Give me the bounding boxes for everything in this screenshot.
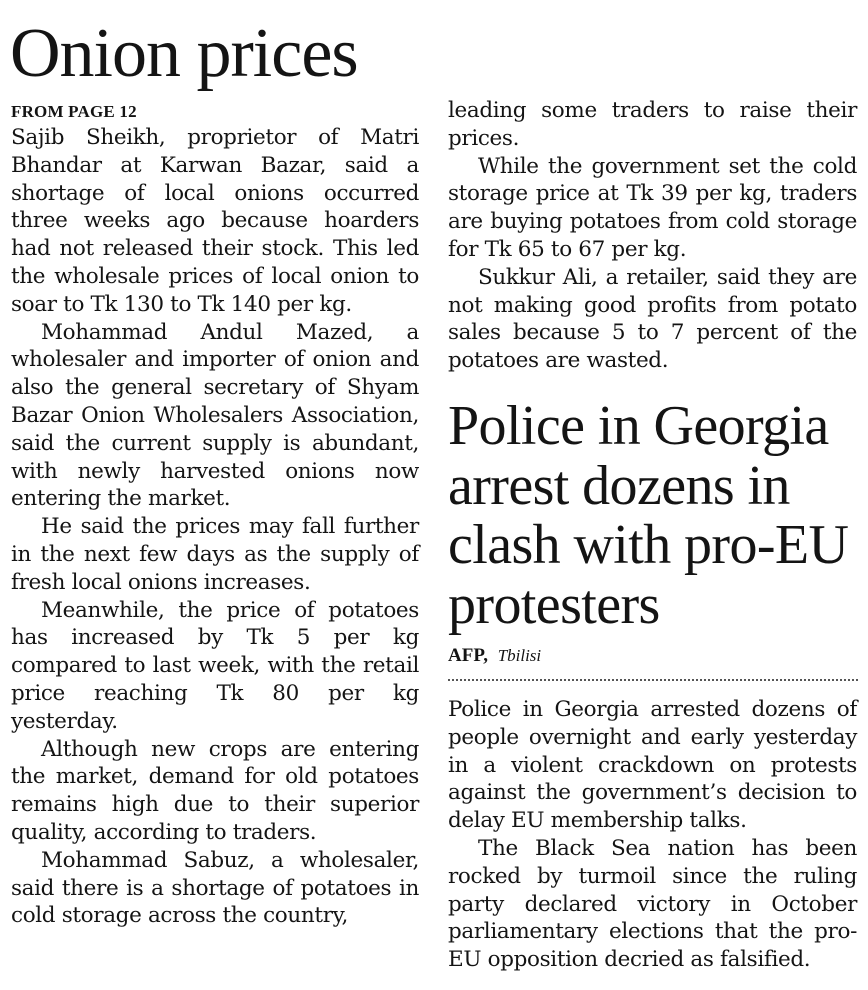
onion-paragraph: He said the prices may fall further in the next few days as the supply of fresh local onions increases.: [11, 514, 419, 595]
georgia-headline: Police in Georgia arrest dozens in clash with pro-EU protesters: [448, 395, 849, 636]
onion-prices-headline: Onion prices: [10, 15, 358, 92]
jump-label: FROM PAGE 12: [11, 102, 137, 121]
georgia-paragraph: Police in Georgia arrested dozens of people overnight and early yesterday in a violent crackdown on protests against the government’s decision to delay EU membership talks.: [448, 697, 857, 834]
byline: [448, 645, 541, 667]
dotted-divider: [448, 679, 858, 681]
onion-paragraph-continued: leading some traders to raise their prices.: [448, 98, 857, 151]
onion-paragraph: Sajib Sheikh, proprietor of Matri Bhandar at Karwan Bazar, said a shortage of local onions occurred three weeks ago because hoarders had not released their stock. This led the wholesale prices of local onion to soar to Tk 130 to Tk 140 per kg.: [11, 125, 419, 317]
georgia-paragraph: The Black Sea nation has been rocked by turmoil since the ruling party declared victory in October parliamentary elections that the pro-EU opposition decried as falsified.: [448, 835, 857, 973]
byline-agency: AFP,: [448, 645, 488, 666]
byline-location: Tbilisi: [497, 646, 542, 665]
onion-paragraph: Mohammad Andul Mazed, a wholesaler and importer of onion and also the general secretary of Shyam Bazar Onion Wholesalers Association, said the current supply is abundant, with newly harvested onions now entering the market.: [11, 319, 419, 512]
onion-story-right-column: [448, 97, 857, 375]
georgia-story-body: [448, 696, 857, 974]
onion-paragraph: Meanwhile, the price of potatoes has increased by Tk 5 per kg compared to last week, with the retail price reaching Tk 80 per kg yesterday.: [11, 597, 419, 734]
onion-story-left-column: [11, 124, 419, 930]
onion-paragraph: While the government set the cold storage price at Tk 39 per kg, traders are buying potatoes from cold storage for Tk 65 to 67 per kg.: [448, 153, 857, 262]
onion-paragraph: Sukkur Ali, a retailer, said they are not making good profits from potato sales because 5 to 7 percent of the potatoes are wasted.: [448, 264, 857, 374]
onion-paragraph: Although new crops are entering the market, demand for old potatoes remains high due to their superior quality, according to traders.: [11, 736, 419, 845]
onion-paragraph: Mohammad Sabuz, a wholesaler, said there is a shortage of potatoes in cold storage across the country,: [11, 847, 419, 929]
